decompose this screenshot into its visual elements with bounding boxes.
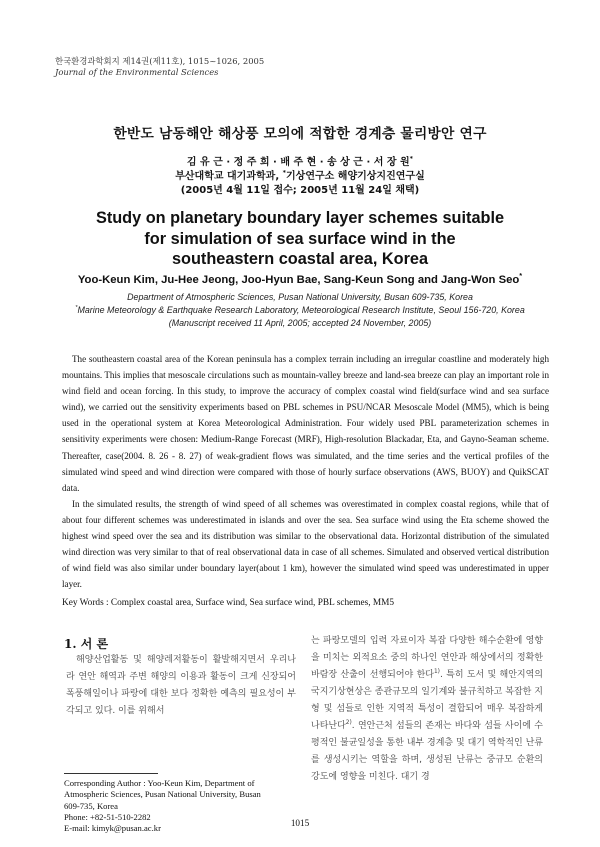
korean-affiliation-b: 기상연구소 해양기상지진연구실 <box>286 171 425 182</box>
korean-affiliation <box>0 170 600 183</box>
intro-right-paragraph <box>311 633 543 786</box>
section-heading-introduction: 1. 서 론 <box>64 637 109 651</box>
korean-authors <box>0 156 600 169</box>
footnote-rule <box>64 773 158 774</box>
english-title-line3: southeastern coastal area, Korea <box>171 250 429 268</box>
intro-right-text-2: . 특히 도서 및 해안지역의 국지기상현상은 종관규모의 일기계와 불규칙하고 복잡한 지형 및 섬들로 인한 지역적 특성이 결합되어 매우 복잡하게 나타난다 <box>311 670 543 731</box>
reference-marker-2: 2) <box>345 720 352 726</box>
english-affiliation-1: Department of Atmospheric Sciences, Pusan National University, Busan 609-735, Korea <box>127 292 473 302</box>
page-number: 1015 <box>290 818 310 828</box>
korean-dates: (2005년 4월 11일 접수; 2005년 11월 24일 채택) <box>180 185 420 196</box>
abstract-paragraph-1: The southeastern coastal area of the Korean peninsula has a complex terrain including an irregular coastline and moderately high mountains. This implies that mesoscale circulations such as mountain-valley breeze and land-sea breeze can play an important role in wind field and ocean forcing. In this study, to improve the accuracy of complex coastal wind field(surface wind and sea surface wind), we carried out the sensitivity experiments based on PBL schemes in PSU/NCAR Mesoscale Model (MM5), which is being used in the operational system at Korea Meteorological Administration. Four widely used PBL parameterization schemes in sensitivity experiments were chosen: Medium-Range Forecast (MRF), High-resolution Blackadar, Eta, and Gayno-Seaman scheme. Thereafter, case(2004. 8. 26 - 8. 27) of weak-gradient flows was simulated, and the time series and the vertical profiles of the simulated wind speed and wind direction were compared with those of hourly surface observations (AWS, BUOY) and QuikSCAT data. <box>62 354 549 493</box>
korean-affiliation-a: 부산대학교 대기과학과, <box>175 171 283 182</box>
abstract <box>62 351 549 592</box>
korean-affiliation-mark: * <box>282 168 287 177</box>
english-affiliation-2-text: Marine Meteorology & Earthquake Research Laboratory, Meteorological Research Institute, Seoul 156-720, Korea <box>77 305 525 315</box>
english-affiliation-2 <box>0 304 600 316</box>
keywords: Key Words : Complex coastal area, Surface wind, Sea surface wind, PBL schemes, MM5 <box>62 598 395 608</box>
intro-left-column <box>66 652 296 720</box>
english-title-line2: for simulation of sea surface wind in the <box>144 229 456 248</box>
abstract-paragraph-2: In the simulated results, the strength of wind speed of all schemes was overestimated in complex coastal regions, while that of about four different schemes was underestimated in islands and over the sea. Sea surface wind using the Eta scheme showed the highest wind speed over the sea and its distribution was similar to the observational data. Horizontal distribution of the simulated wind direction was very similar to that of real observational data in case of all schemes. Simulated and observed vertical distribution of wind field was also similar under boundary layer(about 1 km), however the simulated wind speed was underestimated in upper layer. <box>62 498 549 590</box>
footnote-line-2: Atmospheric Sciences, Pusan National University, Busan <box>64 789 261 800</box>
intro-right-text-3: . 연안근처 섬들의 존재는 바다와 섬들 사이에 수평적인 불균일성을 통한 내부 경계층 및 대기 역학적인 난류를 생성시키는 역할을 하며, 생성된 난류는 중규모 순환의 강도에 영향을 미친다. 대기 경 <box>311 721 543 782</box>
journal-header <box>55 56 264 78</box>
intro-right-text-1: 는 파랑모델의 입력 자료이자 복잡 다양한 해수순환에 영향을 미치는 외적요소 중의 하나인 연안과 해상에서의 정확한 바람장 산출이 선행되어야 한다 <box>311 636 543 680</box>
english-title <box>0 208 600 270</box>
journal-name: Journal of the Environmental Sciences <box>55 67 219 77</box>
korean-author-names: 김 유 근 · 정 주 희 · 배 주 현 · 송 상 근 · 서 장 원 <box>186 157 410 168</box>
korean-author-mark: * <box>409 154 414 163</box>
footnote-phone: Phone: +82-51-510-2282 <box>64 811 151 822</box>
reference-marker-1: 1) <box>433 669 440 675</box>
footnote-email: E-mail: kimyk@pusan.ac.kr <box>64 823 161 834</box>
korean-title: 한반도 남동해안 해상풍 모의에 적합한 경계층 물리방안 연구 <box>113 126 487 142</box>
english-affiliation-mark: * <box>75 305 78 312</box>
footnote-line-3: 609-735, Korea <box>64 800 118 811</box>
english-author-mark: * <box>519 271 523 281</box>
manuscript-dates: (Manuscript received 11 April, 2005; accepted 24 November, 2005) <box>168 318 432 328</box>
footnote-line-1: Corresponding Author : Yoo-Keun Kim, Department of <box>64 778 255 788</box>
english-author-names: Yoo-Keun Kim, Ju-Hee Jeong, Joo-Hyun Bae, Sang-Keun Song and Jang-Won Seo <box>77 274 520 286</box>
intro-right-column <box>311 633 543 786</box>
intro-left-paragraph: 해양산업활동 및 해양레저활동이 활발해지면서 우리나라 연안 해역과 주변 해양의 이용과 활동이 크게 신장되어 폭풍해일이나 파랑에 대한 보다 정확한 예측의 필요성이 부각되고 있다. 이를 위해서 <box>66 655 296 716</box>
english-authors <box>0 271 600 286</box>
english-title-line1: Study on planetary boundary layer schemes suitable <box>95 209 505 227</box>
journal-citation: 한국환경과학회지 제14권(제11호), 1015~1026, 2005 <box>55 56 265 66</box>
